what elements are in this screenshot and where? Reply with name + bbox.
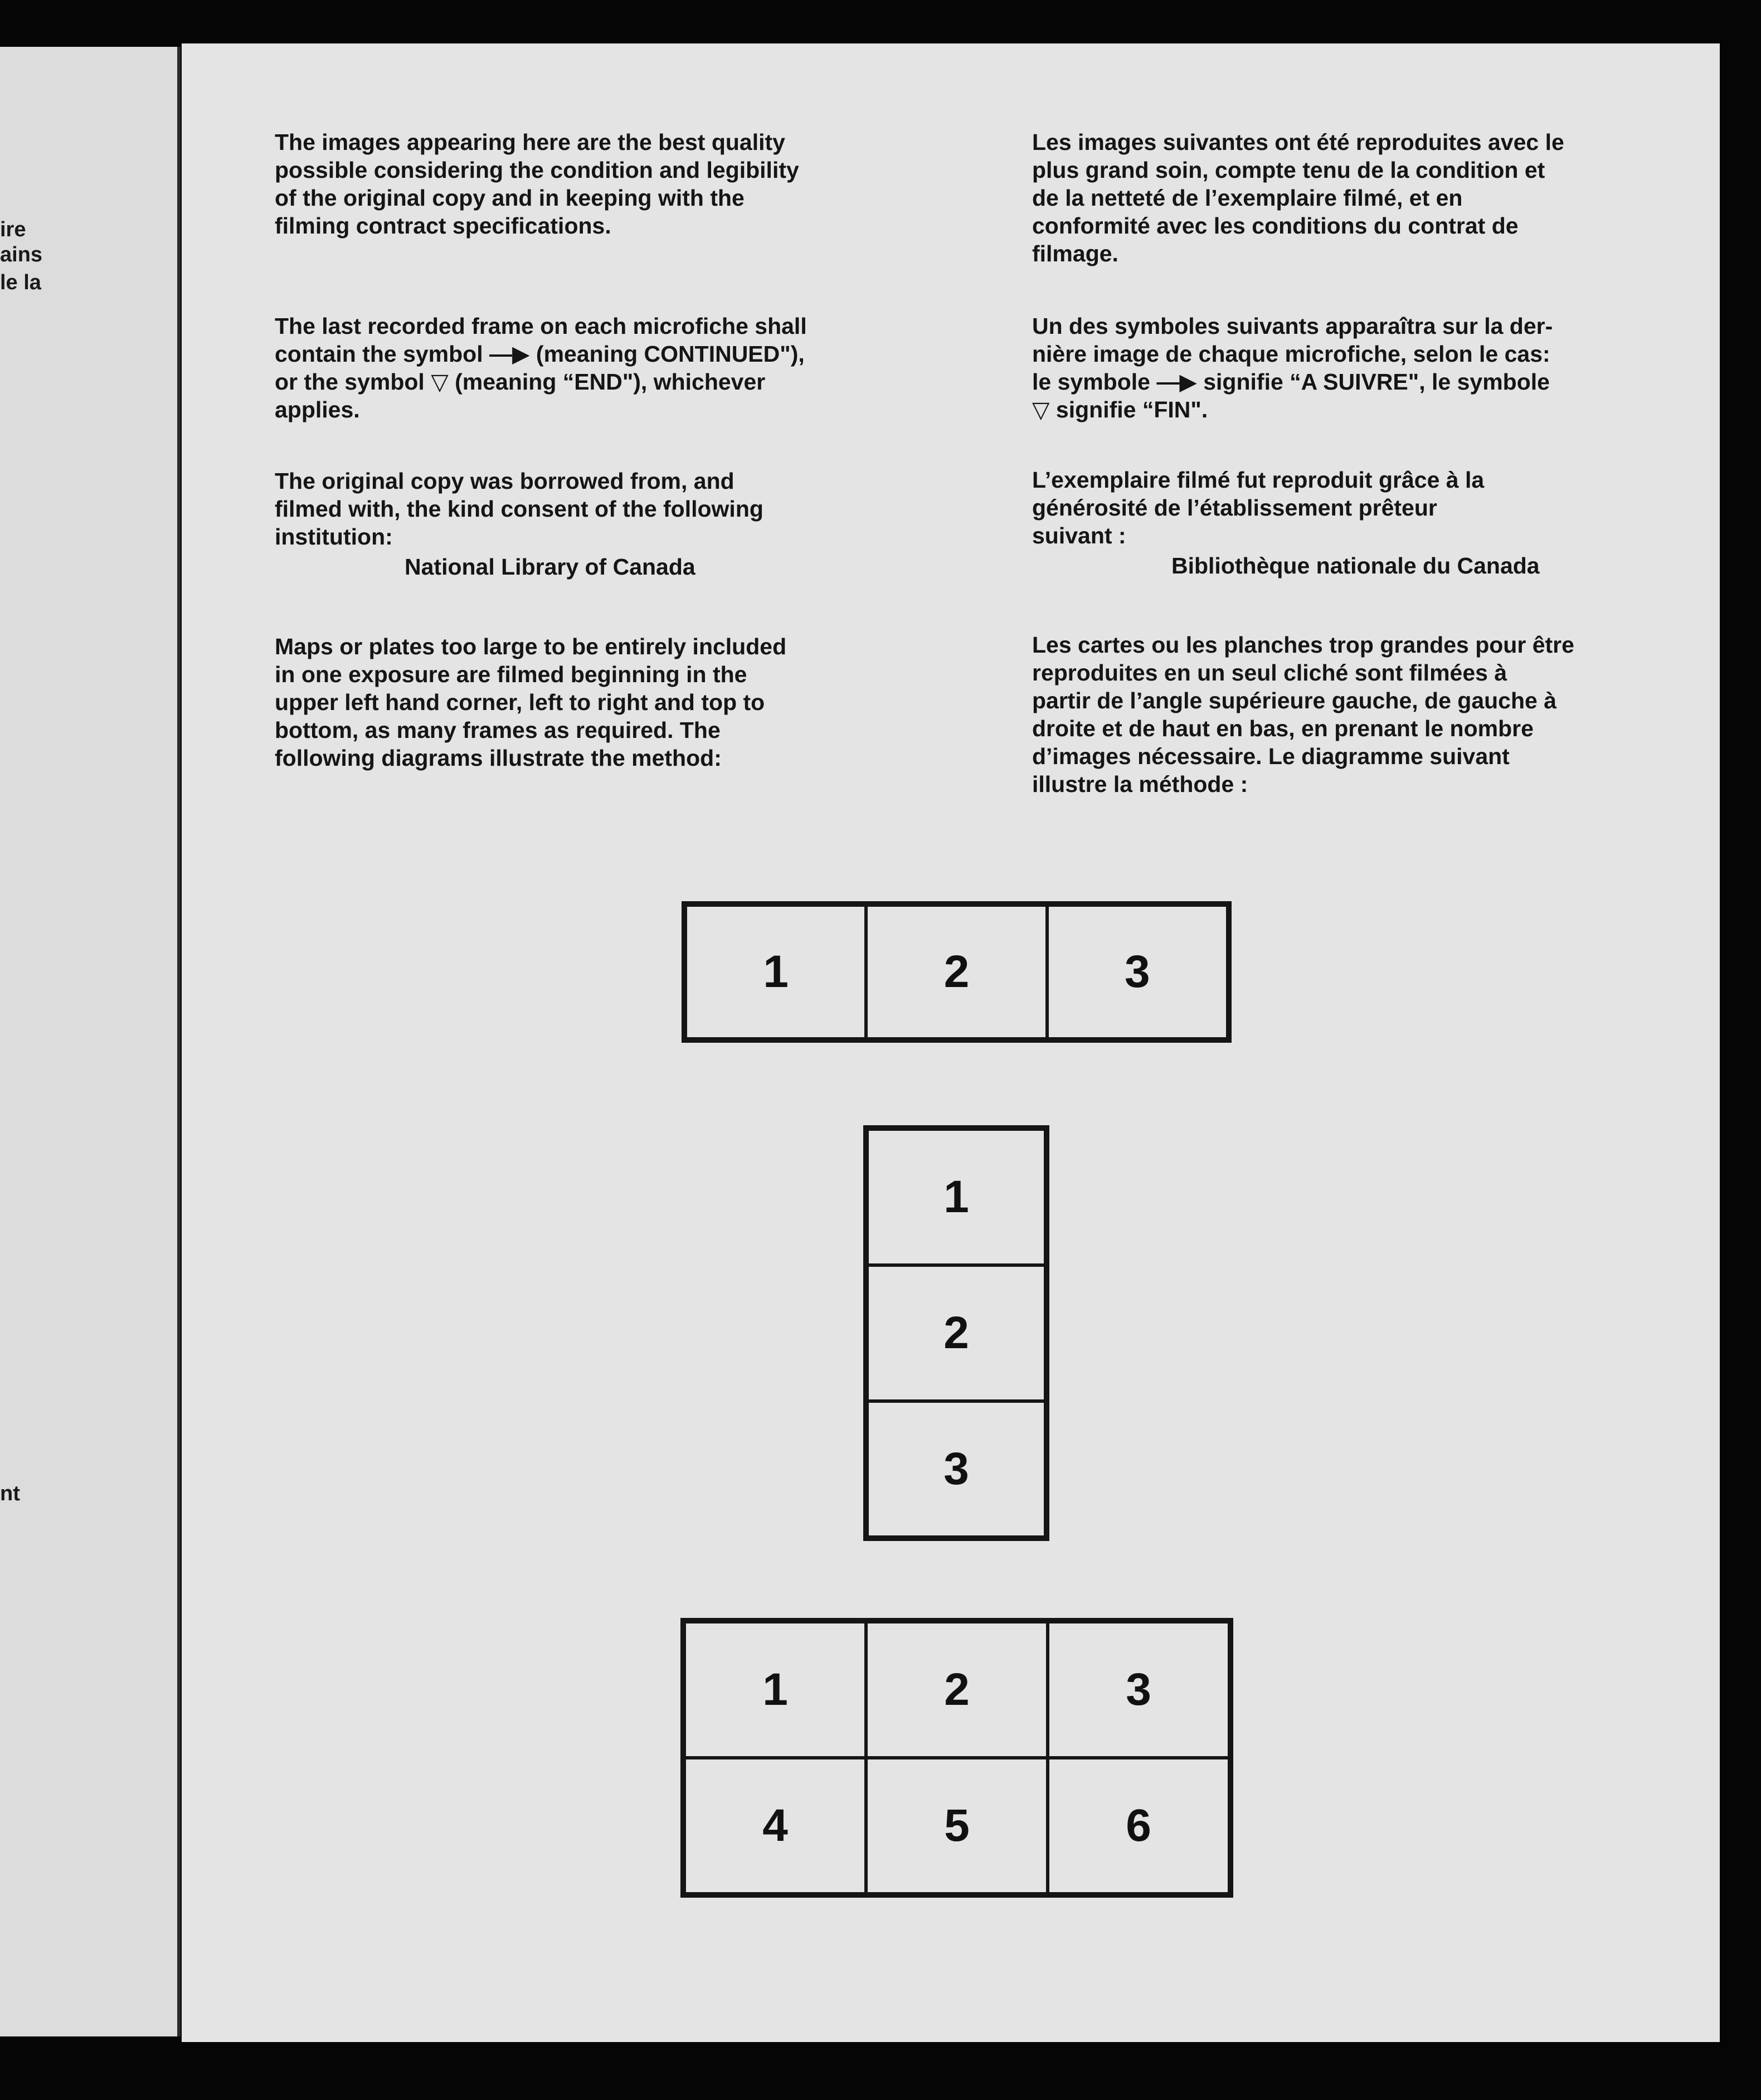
diagram-vertical bbox=[863, 1125, 1049, 1541]
adjacent-page-strip bbox=[0, 47, 178, 2036]
strip-fragment: le la bbox=[0, 271, 41, 294]
english-paragraph-symbols: The last recorded frame on each microfiche shall contain the symbol —▶ (meaning CONTINUED"), or the symbol ▽ (meaning “END"), whichever applies. bbox=[275, 313, 807, 422]
frame-cell: 2 bbox=[866, 905, 1047, 1039]
french-institution: Bibliothèque nationale du Canada bbox=[1171, 553, 1540, 579]
english-paragraph-source: The original copy was borrowed from, and filmed with, the kind consent of the following institution: bbox=[275, 468, 763, 550]
frame-cell: 3 bbox=[867, 1401, 1045, 1537]
page-gutter-line bbox=[177, 47, 181, 2036]
french-paragraph-source: L’exemplaire filmé fut reproduit grâce à la générosité de l’établissement prêteur suivant : bbox=[1032, 467, 1485, 548]
frame-cell: 1 bbox=[684, 1622, 866, 1758]
frame-cell: 2 bbox=[866, 1622, 1048, 1758]
french-paragraph-symbols: Un des symboles suivants apparaîtra sur la der- nière image de chaque microfiche, selon le cas: le symbole —▶ signifie “A SUIVRE", le symbole ▽ signifie “FIN". bbox=[1032, 313, 1553, 422]
diagram-horizontal bbox=[682, 901, 1232, 1043]
frame-cell: 4 bbox=[684, 1758, 866, 1894]
frame-cell: 6 bbox=[1048, 1758, 1229, 1894]
strip-fragment: nt bbox=[0, 1482, 20, 1505]
frame-cell: 3 bbox=[1047, 905, 1228, 1039]
strip-fragment: ains bbox=[0, 243, 43, 266]
diagram-grid bbox=[680, 1618, 1233, 1898]
frame-cell: 1 bbox=[685, 905, 866, 1039]
frame-cell: 1 bbox=[867, 1129, 1045, 1265]
english-paragraph-quality: The images appearing here are the best quality possible considering the condition and legibility of the original copy and in keeping with the filming contract specifications. bbox=[275, 129, 799, 239]
english-institution: National Library of Canada bbox=[405, 554, 695, 580]
french-paragraph-quality: Les images suivantes ont été reproduites avec le plus grand soin, compte tenu de la condition et de la netteté de l’exemplaire filmé, et en conformité avec les conditions du contrat de filmage. bbox=[1032, 129, 1564, 266]
strip-fragment: ire bbox=[0, 218, 26, 241]
english-paragraph-maps: Maps or plates too large to be entirely included in one exposure are filmed beginning in the upper left hand corner, left to right and top to bottom, as many frames as required. The following diagrams illustrate the method: bbox=[275, 634, 787, 771]
frame-cell: 2 bbox=[867, 1265, 1045, 1401]
frame-cell: 3 bbox=[1048, 1622, 1229, 1758]
frame-cell: 5 bbox=[866, 1758, 1048, 1894]
french-paragraph-maps: Les cartes ou les planches trop grandes pour être reproduites en un seul cliché sont filmées à partir de l’angle supérieure gauche, de gauche à droite et de haut en bas, en prenant le nombre d’images nécessaire. Le diagramme suivant illustre la méthode : bbox=[1032, 632, 1574, 797]
